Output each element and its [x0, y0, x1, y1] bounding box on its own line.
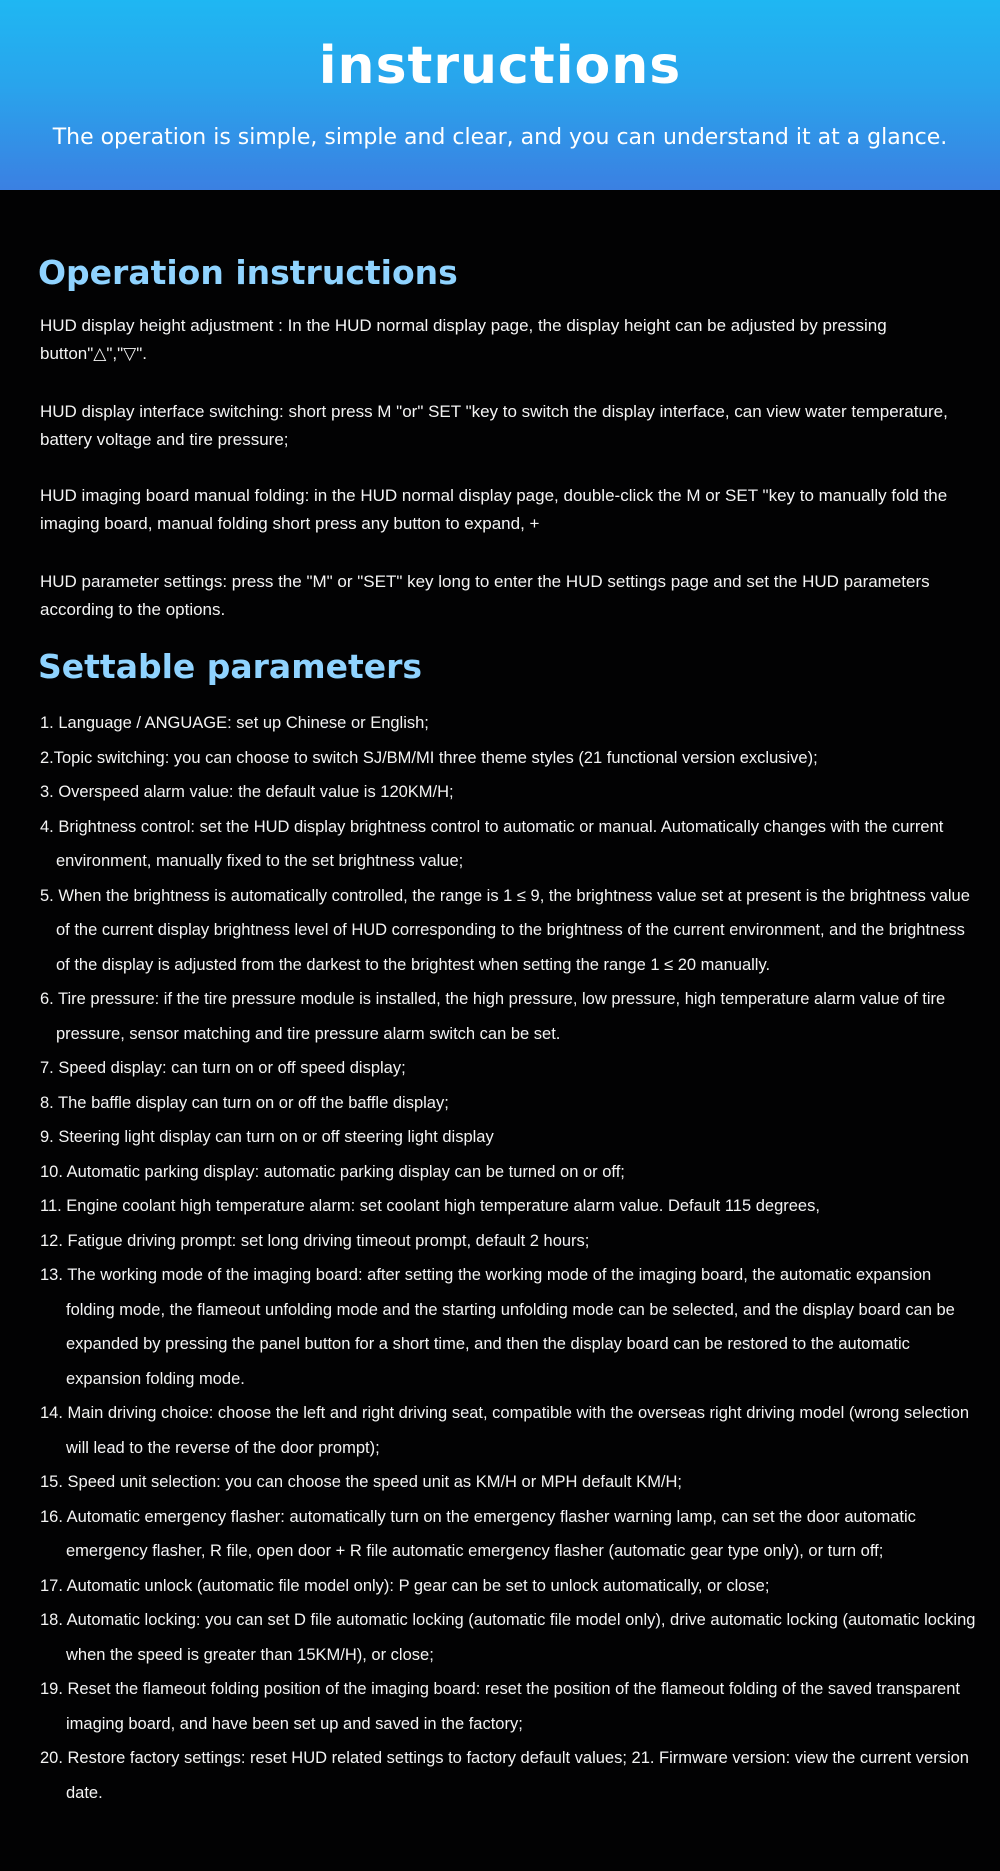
param-item-reset-folding: 19. Reset the flameout folding position of the imaging board: reset the position of the flameout folding of the saved transparent imaging board, and have been set up and saved in the factory;	[40, 1680, 960, 1733]
param-item-language: 1. Language / ANGUAGE: set up Chinese or English;	[40, 714, 429, 732]
param-item-speed-unit: 15. Speed unit selection: you can choose the speed unit as KM/H or MPH default KM/H;	[40, 1473, 683, 1491]
param-item-coolant-alarm: 11. Engine coolant high temperature alarm: set coolant high temperature alarm value. Default 115 degrees,	[40, 1197, 820, 1215]
param-item-baffle-display: 8. The baffle display can turn on or off the baffle display;	[40, 1093, 449, 1112]
param-item-fatigue-prompt: 12. Fatigue driving prompt: set long driving timeout prompt, default 2 hours;	[40, 1231, 590, 1250]
settable-parameters-heading: Settable parameters	[38, 647, 423, 686]
param-item-factory-reset: 20. Restore factory settings: reset HUD related settings to factory default values; 21. Firmware version: view the current version date.	[40, 1749, 969, 1802]
param-item-main-driving: 14. Main driving choice: choose the left and right driving seat, compatible with the overseas right driving model (wrong selection will lead to the reverse of the door prompt);	[40, 1404, 970, 1457]
operation-item-manual-folding: HUD imaging board manual folding: in the HUD normal display page, double-click the M or SET "key to manually fold the imaging board, manual folding short press any button to expand, +	[40, 486, 948, 533]
param-item-imaging-board-mode: 13. The working mode of the imaging board: after setting the working mode of the imaging board, the automatic expansion folding mode, the flameout unfolding mode and the starting unfolding mode can be selected, and the display board can be expanded by pressing the panel button for a short time, and then the display board can be restored to the automatic expansion folding mode.	[40, 1266, 955, 1388]
param-item-overspeed-alarm: 3. Overspeed alarm value: the default value is 120KM/H;	[40, 783, 454, 801]
param-item-steering-light: 9. Steering light display can turn on or off steering light display	[40, 1128, 494, 1146]
param-item-brightness-control: 4. Brightness control: set the HUD display brightness control to automatic or manual. Automatically changes with the current environment, manually fixed to the set brightness value;	[40, 817, 944, 870]
param-item-automatic-locking: 18. Automatic locking: you can set D file automatic locking (automatic file model only), drive automatic locking (automatic locking when the speed is greater than 15KM/H), or close;	[40, 1611, 976, 1664]
operation-item-interface-switching: HUD display interface switching: short press M "or" SET "key to switch the display interface, can view water temperature, battery voltage and tire pressure;	[40, 402, 948, 449]
param-item-emergency-flasher: 16. Automatic emergency flasher: automatically turn on the emergency flasher warning lamp, can set the door automatic emergency flasher, R file, open door + R file automatic emergency flasher (automatic gear type only), or turn off;	[40, 1507, 916, 1560]
operation-item-parameter-settings: HUD parameter settings: press the "M" or "SET" key long to enter the HUD settings page and set the HUD parameters according to the options.	[40, 572, 930, 619]
operation-item-height-adjustment: HUD display height adjustment : In the HUD normal display page, the display height can be adjusted by pressing button"△","▽".	[40, 316, 887, 363]
param-item-tire-pressure: 6. Tire pressure: if the tire pressure module is installed, the high pressure, low pressure, high temperature alarm value of tire pressure, sensor matching and tire pressure alarm switch can be set.	[40, 990, 946, 1043]
param-item-brightness-range: 5. When the brightness is automatically controlled, the range is 1 ≤ 9, the brightness value set at present is the brightness value of the current display brightness level of HUD corresponding to the brightness of the current environment, and the brightness of the display is adjusted from the darkest to the brightest when setting the range 1 ≤ 20 manually.	[40, 886, 970, 974]
param-item-parking-display: 10. Automatic parking display: automatic parking display can be turned on or off;	[40, 1162, 625, 1181]
param-item-automatic-unlock: 17. Automatic unlock (automatic file model only): P gear can be set to unlock automatically, or close;	[40, 1576, 770, 1595]
operation-instructions-heading: Operation instructions	[38, 253, 458, 292]
page-title: instructions	[318, 36, 682, 96]
settable-parameters-list	[40, 706, 980, 1810]
operation-instructions-list	[40, 312, 975, 654]
param-item-topic-switching: 2.Topic switching: you can choose to switch SJ/BM/MI three theme styles (21 functional version exclusive);	[40, 748, 818, 767]
param-item-speed-display: 7. Speed display: can turn on or off speed display;	[40, 1059, 406, 1077]
page-subtitle: The operation is simple, simple and clear, and you can understand it at a glance.	[52, 125, 948, 150]
header-banner	[0, 0, 1000, 190]
